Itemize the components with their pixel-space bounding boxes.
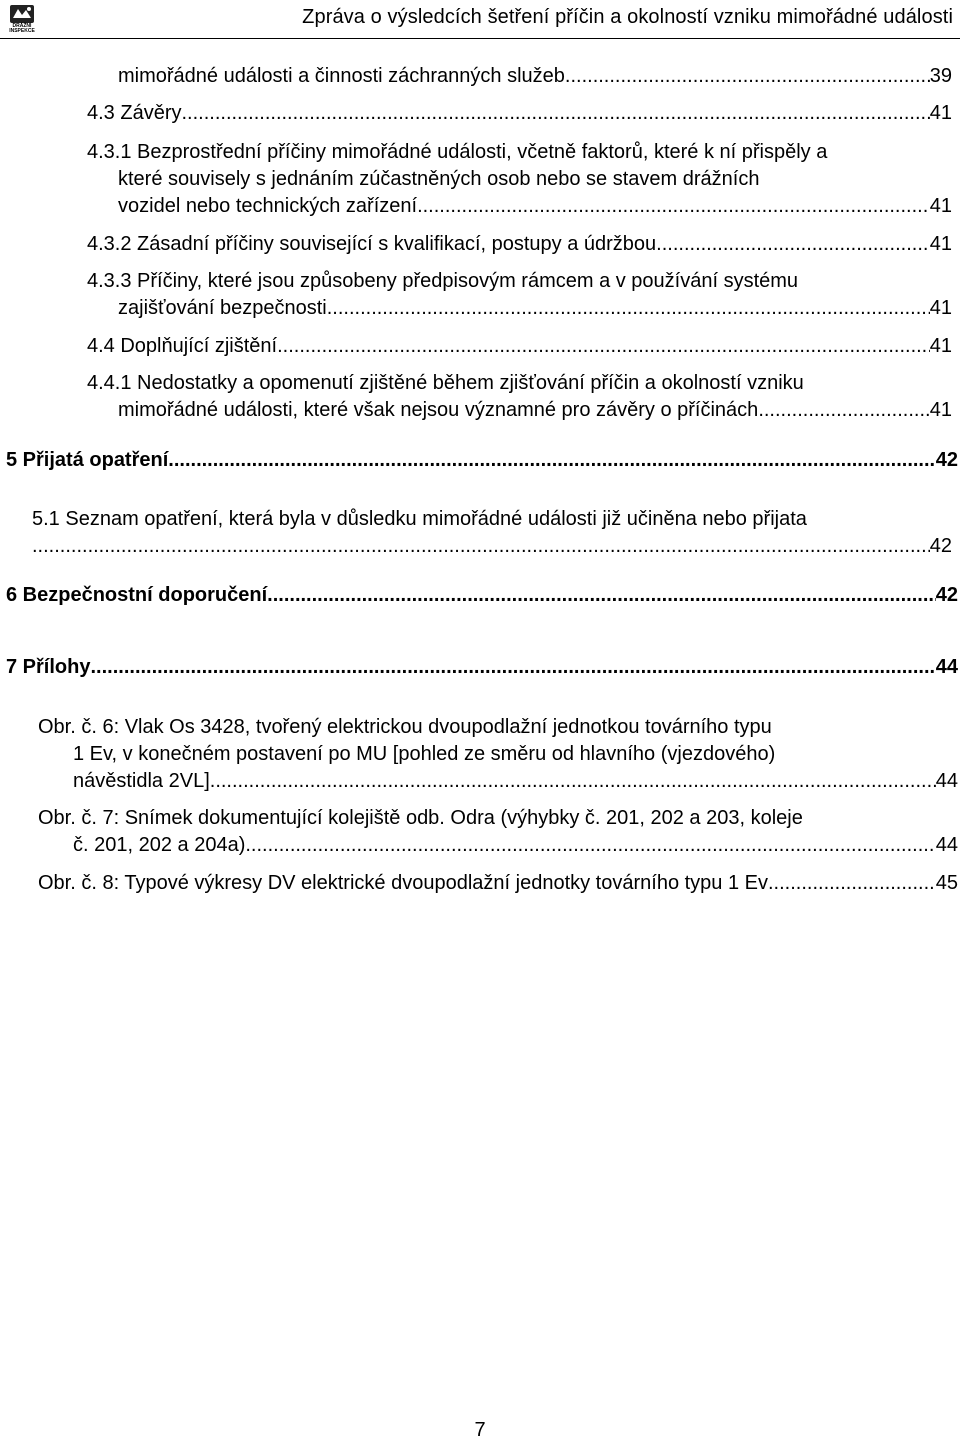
drazni-inspekce-logo (3, 3, 41, 35)
toc-leader-dots (656, 231, 930, 258)
toc-entry[interactable] (6, 582, 958, 609)
toc-entry-text: 5 Přijatá opatření (6, 449, 169, 471)
toc-entry[interactable] (118, 63, 952, 90)
toc-entry-text: 1 Ev, v konečném postavení po MU [pohled ze směru od hlavního (vjezdového) (73, 743, 776, 765)
toc-page-number: 41 (929, 297, 952, 319)
toc-entry-text: návěstidla 2VL] (73, 770, 210, 792)
toc-page-number: 39 (929, 65, 952, 87)
toc-entry-text: 4.3.3 Příčiny, které jsou způsobeny předpisovým rámcem a v používání systému (87, 270, 799, 292)
toc-entry-text: 4.3.2 Zásadní příčiny související s kvalifikací, postupy a údržbou (87, 233, 657, 255)
toc-entry[interactable] (6, 447, 958, 474)
toc-entry-text: 4.4 Doplňující zjištění (87, 335, 278, 357)
toc-leader-dots (267, 582, 936, 609)
toc-entry[interactable] (87, 100, 952, 127)
toc-page-number: 44 (935, 834, 958, 856)
toc-leader-dots (768, 870, 936, 897)
toc-leader-dots (181, 100, 929, 127)
toc-entry-text: 5.1 Seznam opatření, která byla v důsledku mimořádné události již učiněna nebo přijata (32, 508, 807, 530)
toc-entry-text: Obr. č. 6: Vlak Os 3428, tvořený elektrickou dvoupodlažní jednotkou továrního typu (38, 716, 772, 738)
toc-entry-text: vozidel nebo technických zařízení (118, 195, 418, 217)
page-header (0, 0, 960, 39)
toc-entry-text: 4.3.1 Bezprostřední příčiny mimořádné události, včetně faktorů, které k ní přispěly a (87, 141, 828, 163)
toc-leader-dots (245, 832, 935, 859)
toc-page-number: 41 (929, 102, 952, 124)
logo-text-line-1: DRÁŽNÍ (12, 23, 32, 29)
toc-entry-text: které souvisely s jednáním zúčastněných osob nebo se stavem drážních (118, 168, 760, 190)
document-title: Zpráva o výsledcích šetření příčin a okolností vzniku mimořádné události (302, 6, 953, 28)
toc-leader-dots (210, 768, 936, 795)
toc-page-number: 42 (929, 535, 952, 557)
toc-entry[interactable] (6, 654, 958, 681)
toc-leader-dots (90, 654, 935, 681)
toc-leader-dots (168, 447, 935, 474)
toc-leader-dots (565, 63, 930, 90)
toc-leader-dots (277, 333, 930, 360)
toc-entry[interactable] (87, 231, 952, 258)
toc-page-number: 41 (929, 233, 952, 255)
toc-page-number: 44 (935, 770, 958, 792)
toc-entry-text: 4.3 Závěry (87, 102, 182, 124)
toc-leader-dots (327, 295, 930, 322)
toc-page-number: 41 (929, 399, 952, 421)
toc-leader-dots (32, 533, 930, 560)
toc-leader-dots (417, 193, 930, 220)
toc-entry-text: Obr. č. 7: Snímek dokumentující kolejiště odb. Odra (výhybky č. 201, 202 a 203, koleje (38, 807, 803, 829)
toc-entry-text: 6 Bezpečnostní doporučení (6, 584, 268, 606)
toc-page-number: 42 (935, 449, 958, 471)
toc-entry[interactable] (38, 870, 958, 897)
toc-entry-text: č. 201, 202 a 204a) (73, 834, 246, 856)
toc-entry[interactable] (87, 333, 952, 360)
toc-leader-dots (758, 397, 929, 424)
toc-page-number: 41 (929, 335, 952, 357)
toc-entry-text: 7 Přílohy (6, 656, 91, 678)
toc-entry-text: Obr. č. 8: Typové výkresy DV elektrické dvoupodlažní jednotky továrního typu 1 Ev (38, 872, 768, 894)
logo-text-line-2: INSPEKCE (9, 28, 35, 34)
toc-page-number: 45 (935, 872, 958, 894)
toc-entry-text: mimořádné události a činnosti záchranných služeb (118, 65, 565, 87)
toc-entry-text: 4.4.1 Nedostatky a opomenutí zjištěné během zjišťování příčin a okolností vzniku (87, 372, 804, 394)
toc-entry-text: zajišťování bezpečnosti (118, 297, 327, 319)
toc-entry-text: mimořádné události, které však nejsou významné pro závěry o příčinách (118, 399, 759, 421)
toc-page-number: 42 (935, 584, 958, 606)
toc-page-number: 41 (929, 195, 952, 217)
toc-page-number: 44 (935, 656, 958, 678)
page-number: 7 (474, 1419, 486, 1441)
